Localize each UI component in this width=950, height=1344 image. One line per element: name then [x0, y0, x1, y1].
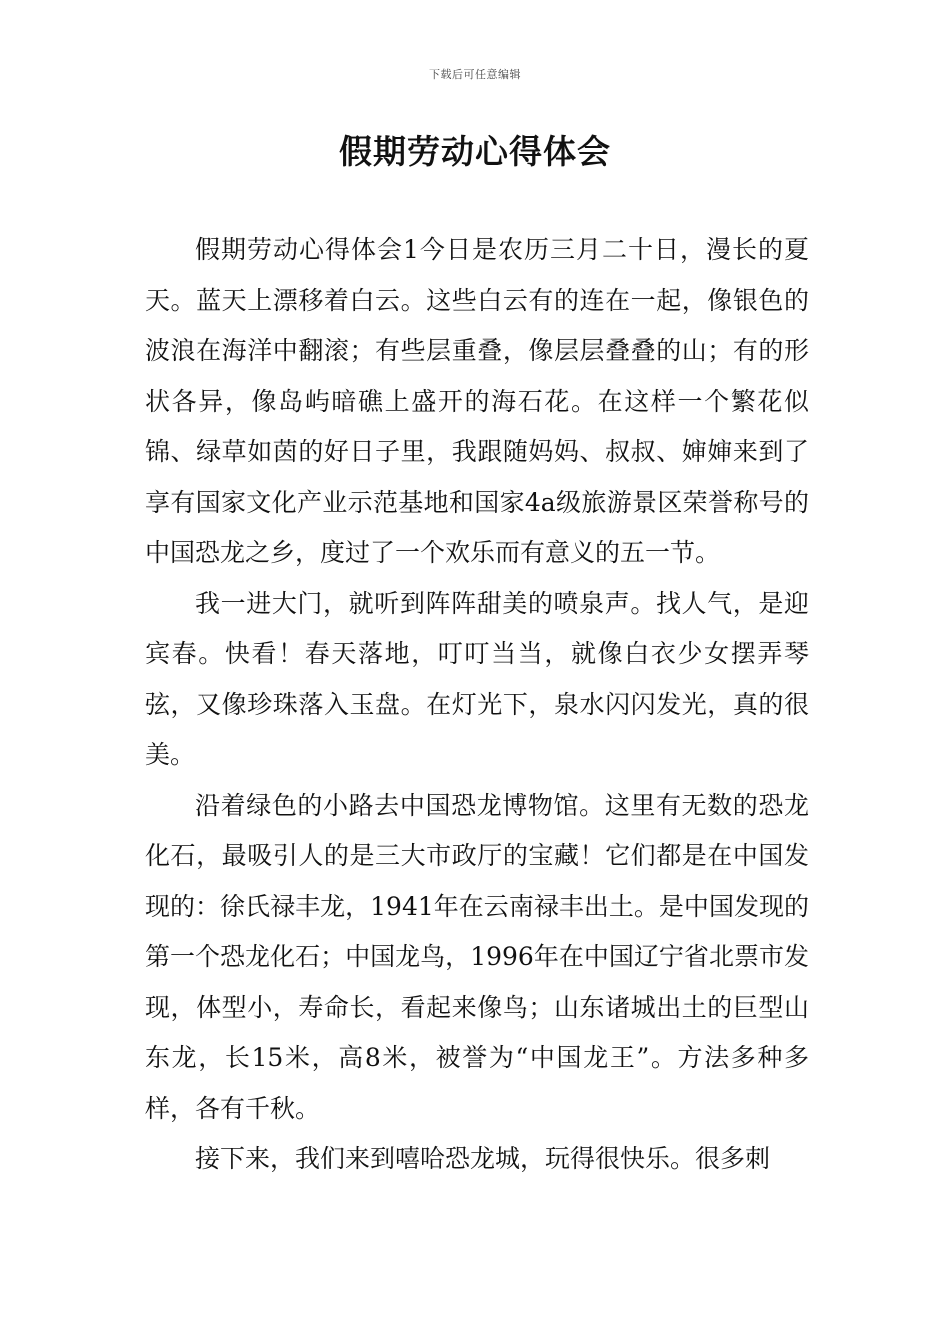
- paragraph: 接下来，我们来到嘻哈恐龙城，玩得很快乐。很多刺: [195, 1144, 771, 1173]
- document-body: [145, 225, 809, 1185]
- document-title: 假期劳动心得体会: [339, 132, 611, 171]
- paragraph: 沿着绿色的小路去中国恐龙博物馆。这里有无数的恐龙化石，最吸引人的是三大市政厅的宝藏！它们都是在中国发现的：徐氏禄丰龙，1941年在云南禄丰出土。是中国发现的第一个恐龙化石；中国龙鸟，1996年在中国辽宁省北票市发现，体型小，寿命长，看起来像鸟；山东诸城出土的巨型山东龙，长15米，高8米，被誉为“中国龙王”。方法多种多样，各有千秋。: [145, 790, 809, 1123]
- paragraph: 假期劳动心得体会1今日是农历三月二十日，漫长的夏天。蓝天上漂移着白云。这些白云有的连在一起，像银色的波浪在海洋中翻滚；有些层重叠，像层层叠叠的山；有的形状各异，像岛屿暗礁上盛开的海石花。在这样一个繁花似锦、绿草如茵的好日子里，我跟随妈妈、叔叔、婶婶来到了享有国家文化产业示范基地和国家4a级旅游景区荣誉称号的中国恐龙之乡，度过了一个欢乐而有意义的五一节。: [145, 235, 809, 567]
- paragraph: 我一进大门，就听到阵阵甜美的喷泉声。找人气，是迎宾春。快看！春天落地，叮叮当当，就像白衣少女摆弄琴弦，又像珍珠落入玉盘。在灯光下，泉水闪闪发光，真的很美。: [145, 588, 809, 769]
- page-header-note: 下载后可任意编辑: [429, 68, 521, 81]
